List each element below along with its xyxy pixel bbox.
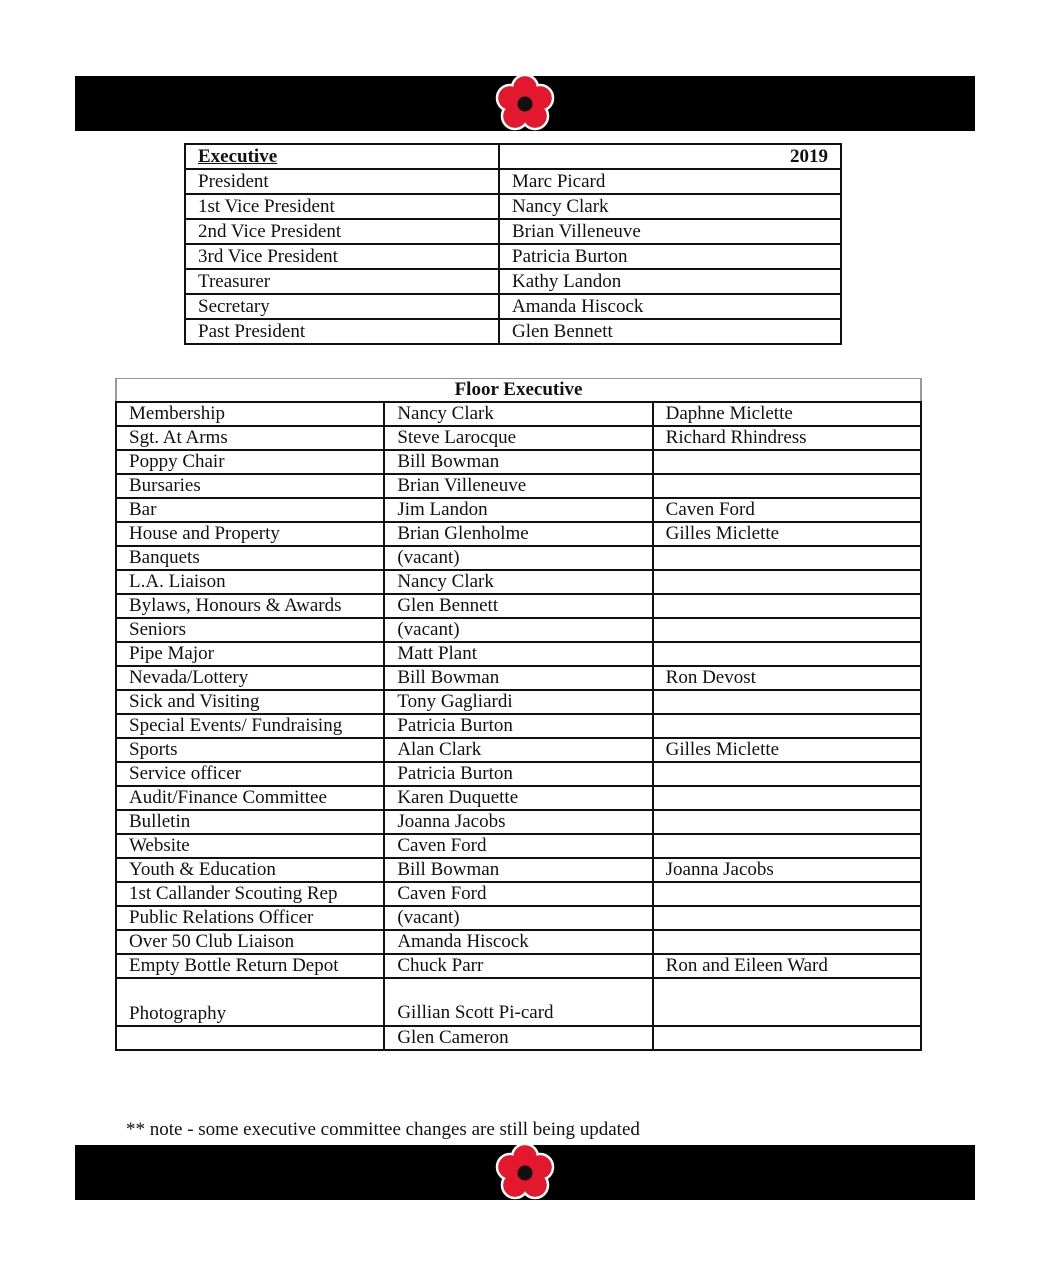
name-cell: (vacant)	[384, 546, 652, 570]
table-row	[116, 618, 921, 642]
role-cell: L.A. Liaison	[116, 570, 384, 594]
second-name-cell	[653, 810, 921, 834]
name-cell: Kathy Landon	[499, 269, 841, 294]
role-cell: President	[185, 169, 499, 194]
second-name-cell	[653, 786, 921, 810]
table-row	[116, 786, 921, 810]
role-cell: Special Events/ Fundraising	[116, 714, 384, 738]
table-row	[116, 834, 921, 858]
role-cell: Secretary	[185, 294, 499, 319]
second-name-cell: Gilles Miclette	[653, 738, 921, 762]
executive-header-row	[185, 144, 841, 169]
second-name-cell: Richard Rhindress	[653, 426, 921, 450]
table-row	[116, 954, 921, 978]
role-cell: Service officer	[116, 762, 384, 786]
second-name-cell	[653, 570, 921, 594]
table-row	[116, 690, 921, 714]
executive-title: Executive	[185, 144, 499, 169]
table-row	[116, 450, 921, 474]
table-row	[185, 219, 841, 244]
second-name-cell	[653, 642, 921, 666]
second-name-cell	[653, 474, 921, 498]
role-cell: Past President	[185, 319, 499, 344]
table-row	[185, 194, 841, 219]
table-row	[116, 738, 921, 762]
name-cell: Caven Ford	[384, 882, 652, 906]
name-cell: Gillian Scott Pi-card	[384, 978, 652, 1026]
table-row	[116, 474, 921, 498]
table-row	[116, 546, 921, 570]
table-row	[116, 762, 921, 786]
name-cell: (vacant)	[384, 906, 652, 930]
second-name-cell	[653, 930, 921, 954]
role-cell: Website	[116, 834, 384, 858]
name-cell: Glen Cameron	[384, 1026, 652, 1050]
role-cell: Seniors	[116, 618, 384, 642]
role-cell: Bursaries	[116, 474, 384, 498]
name-cell: Bill Bowman	[384, 858, 652, 882]
poppy-icon	[493, 1143, 557, 1201]
table-row	[116, 930, 921, 954]
role-cell: Audit/Finance Committee	[116, 786, 384, 810]
role-cell: 3rd Vice President	[185, 244, 499, 269]
photography-row	[116, 978, 921, 1026]
table-row	[116, 810, 921, 834]
second-name-cell: Joanna Jacobs	[653, 858, 921, 882]
role-cell	[116, 1026, 384, 1050]
second-name-cell	[653, 978, 921, 1026]
name-cell: Steve Larocque	[384, 426, 652, 450]
second-name-cell	[653, 834, 921, 858]
name-cell: Matt Plant	[384, 642, 652, 666]
role-cell: 1st Vice President	[185, 194, 499, 219]
role-cell: Sgt. At Arms	[116, 426, 384, 450]
role-cell: Poppy Chair	[116, 450, 384, 474]
name-cell: Bill Bowman	[384, 666, 652, 690]
role-cell: Empty Bottle Return Depot	[116, 954, 384, 978]
name-cell: Patricia Burton	[384, 762, 652, 786]
name-cell: Nancy Clark	[499, 194, 841, 219]
second-name-cell: Caven Ford	[653, 498, 921, 522]
name-cell: Chuck Parr	[384, 954, 652, 978]
role-cell: 1st Callander Scouting Rep	[116, 882, 384, 906]
table-row	[116, 642, 921, 666]
executive-year: 2019	[499, 144, 841, 169]
name-cell: Glen Bennett	[384, 594, 652, 618]
name-cell: Nancy Clark	[384, 570, 652, 594]
table-row	[116, 882, 921, 906]
footer-banner	[75, 1145, 975, 1200]
executive-table	[184, 143, 842, 345]
table-row	[116, 714, 921, 738]
role-cell: Treasurer	[185, 269, 499, 294]
role-cell: Public Relations Officer	[116, 906, 384, 930]
role-cell: Bulletin	[116, 810, 384, 834]
table-row	[116, 666, 921, 690]
name-cell: Glen Bennett	[499, 319, 841, 344]
second-name-cell	[653, 618, 921, 642]
role-cell: Sick and Visiting	[116, 690, 384, 714]
second-name-cell	[653, 1026, 921, 1050]
role-cell: Pipe Major	[116, 642, 384, 666]
poppy-icon	[493, 74, 557, 132]
name-cell: Brian Villeneuve	[384, 474, 652, 498]
role-cell: Banquets	[116, 546, 384, 570]
second-name-cell	[653, 690, 921, 714]
name-cell: Amanda Hiscock	[499, 294, 841, 319]
name-cell: Jim Landon	[384, 498, 652, 522]
name-cell: Karen Duquette	[384, 786, 652, 810]
table-row	[116, 594, 921, 618]
table-row	[116, 498, 921, 522]
name-cell: Patricia Burton	[499, 244, 841, 269]
name-cell: Brian Glenholme	[384, 522, 652, 546]
role-cell: Nevada/Lottery	[116, 666, 384, 690]
table-row	[116, 522, 921, 546]
role-cell: 2nd Vice President	[185, 219, 499, 244]
second-name-cell	[653, 882, 921, 906]
name-cell: Tony Gagliardi	[384, 690, 652, 714]
second-name-cell	[653, 762, 921, 786]
role-cell: Over 50 Club Liaison	[116, 930, 384, 954]
table-row	[116, 906, 921, 930]
table-row	[185, 319, 841, 344]
table-row	[185, 269, 841, 294]
name-cell: Nancy Clark	[384, 402, 652, 426]
second-name-cell: Ron Devost	[653, 666, 921, 690]
table-row	[116, 570, 921, 594]
floor-executive-table	[115, 378, 922, 1051]
header-banner	[75, 76, 975, 131]
name-cell: Marc Picard	[499, 169, 841, 194]
table-row	[185, 244, 841, 269]
second-name-cell: Ron and Eileen Ward	[653, 954, 921, 978]
second-name-cell	[653, 906, 921, 930]
role-cell: Bylaws, Honours & Awards	[116, 594, 384, 618]
role-cell: Youth & Education	[116, 858, 384, 882]
second-name-cell: Gilles Miclette	[653, 522, 921, 546]
name-cell: Alan Clark	[384, 738, 652, 762]
table-row	[116, 858, 921, 882]
photography-extra-row	[116, 1026, 921, 1050]
name-cell: Bill Bowman	[384, 450, 652, 474]
footnote: ** note - some executive committee changes are still being updated	[126, 1119, 640, 1140]
role-cell: Photography	[116, 978, 384, 1026]
role-cell: House and Property	[116, 522, 384, 546]
name-cell: (vacant)	[384, 618, 652, 642]
table-row	[185, 169, 841, 194]
name-cell: Joanna Jacobs	[384, 810, 652, 834]
second-name-cell	[653, 594, 921, 618]
name-cell: Patricia Burton	[384, 714, 652, 738]
role-cell: Sports	[116, 738, 384, 762]
table-row	[116, 402, 921, 426]
floor-executive-title: Floor Executive	[116, 379, 921, 403]
name-cell: Caven Ford	[384, 834, 652, 858]
role-cell: Bar	[116, 498, 384, 522]
name-cell: Amanda Hiscock	[384, 930, 652, 954]
name-cell: Brian Villeneuve	[499, 219, 841, 244]
second-name-cell: Daphne Miclette	[653, 402, 921, 426]
role-cell: Membership	[116, 402, 384, 426]
table-row	[185, 294, 841, 319]
second-name-cell	[653, 546, 921, 570]
table-row	[116, 426, 921, 450]
floor-executive-header-row	[116, 379, 921, 403]
second-name-cell	[653, 450, 921, 474]
second-name-cell	[653, 714, 921, 738]
